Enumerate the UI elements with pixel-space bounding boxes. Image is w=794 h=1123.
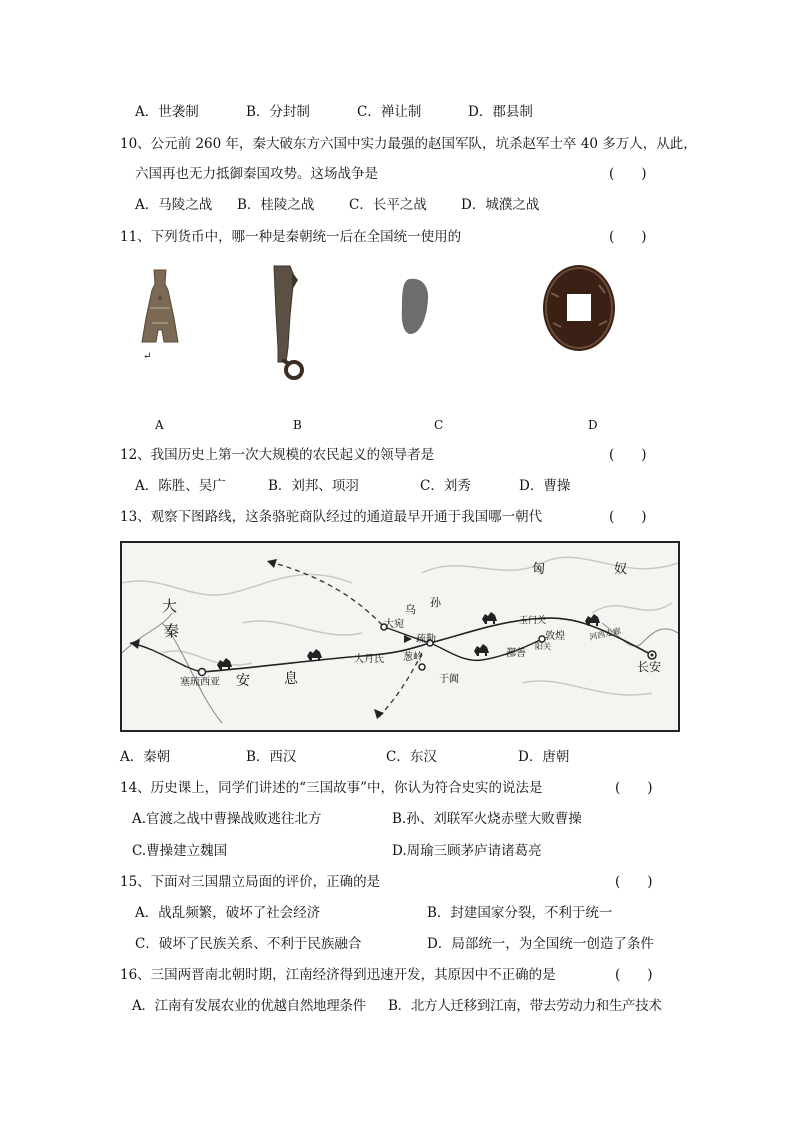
- map-label-antioch: 塞琉西亚: [180, 677, 220, 688]
- q14-question: 14、历史课上，同学们讲述的“三国故事”中，你认为符合史实的说法是: [120, 780, 543, 796]
- map-label-an: 安: [236, 673, 250, 689]
- q10-option-c: C．长平之战: [349, 197, 427, 213]
- q14-answer-blank: ( ): [615, 780, 653, 796]
- q15-option-a: A．战乱频繁，破坏了社会经济: [135, 905, 321, 921]
- q14-option-c: C.曹操建立魏国: [132, 843, 228, 859]
- q9-option-d: D．郡县制: [468, 104, 533, 120]
- map-label-da: 大: [162, 597, 178, 615]
- q15-answer-blank: ( ): [615, 874, 653, 890]
- q13-option-a: A．秦朝: [120, 749, 171, 765]
- map-label-changan: 长安: [637, 660, 662, 674]
- q16-answer-blank: ( ): [615, 967, 653, 983]
- q13-option-c: C．东汉: [386, 749, 437, 765]
- coin-label-d: D: [588, 418, 598, 432]
- map-label-dunhuang: 敦煌: [545, 631, 565, 642]
- q12-answer-blank: ( ): [609, 447, 647, 463]
- map-label-congling: 葱岭: [403, 652, 423, 663]
- q12-option-c: C．刘秀: [420, 478, 471, 494]
- q9-option-c: C．禅让制: [357, 104, 422, 120]
- q16-option-a: A．江南有发展农业的优越自然地理条件: [132, 998, 366, 1014]
- knife-coin-image: [268, 262, 318, 384]
- q11-answer-blank: ( ): [609, 229, 647, 245]
- q15-option-d: D．局部统一，为全国统一创造了条件: [427, 936, 654, 952]
- ban-liang-coin-image: [541, 263, 617, 353]
- map-label-xiongnu-2: 奴: [614, 562, 628, 577]
- q10-option-b: B．桂陵之战: [237, 197, 315, 213]
- q14-option-a: A.官渡之战中曹操战败逃往北方: [132, 811, 322, 827]
- q15-option-b: B．封建国家分裂，不利于统一: [427, 905, 613, 921]
- q12-option-d: D．曹操: [519, 478, 571, 494]
- q10-option-d: D．城濮之战: [461, 197, 540, 213]
- map-label-yutian: 于阗: [439, 674, 459, 685]
- q9-option-b: B．分封制: [246, 104, 310, 120]
- q13-option-d: D．唐朝: [518, 749, 570, 765]
- q10-question-line1: 10、公元前 260 年，秦大破东方六国中实力最强的赵国军队，坑杀赵军士卒 40 多万人，从此，: [120, 136, 697, 152]
- q12-option-a: A．陈胜、吴广: [135, 478, 226, 494]
- map-label-dayuezhi: 大月氏: [354, 654, 384, 665]
- map-label-yangguan: 阳关: [535, 642, 551, 651]
- q14-option-d: D.周瑜三顾茅庐请诸葛亮: [392, 843, 542, 859]
- map-label-xi: 息: [284, 671, 298, 687]
- q9-option-a: A．世袭制: [135, 104, 199, 120]
- q12-option-b: B．刘邦、项羽: [268, 478, 359, 494]
- q16-question: 16、三国两晋南北朝时期，江南经济得到迅速开发，其原因中不正确的是: [120, 967, 556, 983]
- map-label-shule: 疏勒: [416, 634, 436, 645]
- q15-option-c: C．破坏了民族关系、不利于民族融合: [135, 936, 362, 952]
- map-label-qin: 秦: [164, 622, 180, 640]
- silk-road-map-drawing: [122, 543, 678, 730]
- q16-option-b: B．北方人迁移到江南，带去劳动力和生产技术: [388, 998, 662, 1014]
- map-label-sun: 孙: [430, 596, 441, 609]
- map-label-wu: 乌: [405, 603, 416, 616]
- return-mark: ↵: [143, 351, 152, 362]
- coin-label-c: C: [434, 418, 444, 432]
- q11-question: 11、下列货币中，哪一种是秦朝统一后在全国统一使用的: [120, 229, 462, 245]
- q13-question: 13、观察下图路线，这条骆驼商队经过的通道最早开通于我国哪一朝代: [120, 509, 543, 525]
- q10-question-line2: 六国再也无力抵御秦国攻势。这场战争是: [135, 166, 378, 182]
- spade-coin-image: [140, 268, 180, 346]
- q13-option-b: B．西汉: [246, 749, 297, 765]
- q12-question: 12、我国历史上第一次大规模的农民起义的领导者是: [120, 447, 435, 463]
- coin-label-a: A: [155, 418, 164, 432]
- ant-nose-coin-image: [399, 277, 431, 337]
- q15-question: 15、下面对三国鼎立局面的评价，正确的是: [120, 874, 381, 890]
- map-label-dayuan: 大宛: [384, 619, 404, 630]
- map-label-shanshan: 鄯善: [506, 648, 526, 659]
- q14-option-b: B.孙、刘联军火烧赤壁大败曹操: [392, 811, 582, 827]
- map-label-hexi: 河西走廊: [588, 626, 622, 642]
- q10-answer-blank: ( ): [609, 166, 647, 182]
- map-label-xiongnu-1: 匈: [532, 562, 546, 577]
- silk-road-map: [120, 541, 680, 732]
- coin-label-b: B: [293, 418, 302, 432]
- map-label-yumenguan: 玉门关: [519, 616, 547, 626]
- q10-option-a: A．马陵之战: [135, 197, 213, 213]
- q13-answer-blank: ( ): [609, 509, 647, 525]
